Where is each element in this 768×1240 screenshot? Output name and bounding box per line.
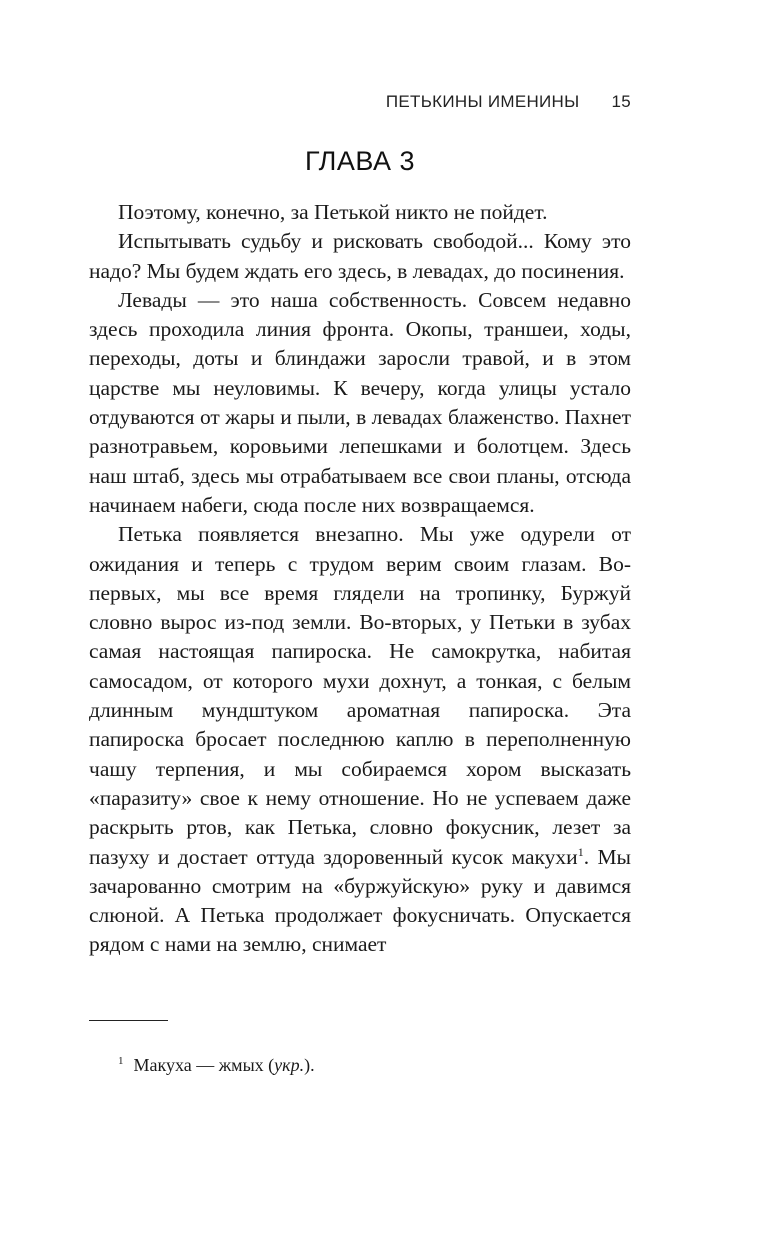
footnote-mark: 1: [118, 1055, 124, 1067]
paragraph-text: Петька появляется внезапно. Мы уже одурели от ожидания и теперь с трудом верим своим глазам. Во-первых, мы все время глядели на тропинку, Буржуй словно вырос из-под земли. Во-вторых, у Петьки в зубах самая настоящая папироска. Не самокрутка, набитая самосадом, от которого мухи дохнут, а тонкая, с белым длинным мундштуком ароматная папироска. Эта папироска бросает последнюю каплю в переполненную чашу терпения, и мы собираемся хором высказать «паразиту» свое к нему отношение. Но не успеваем даже раскрыть ртов, как Петька, словно фокусник, лезет за пазуху и достает оттуда здоровенный кусок макухи: [89, 522, 631, 869]
paragraph: Поэтому, конечно, за Петькой никто не пойдет.: [118, 200, 548, 224]
paragraph-text: . Мы зачарованно смотрим на «буржуйскую» руку и давимся слюной. А Петька продолжает фокусничать. Опускается рядом с нами на землю, снимает: [89, 844, 632, 957]
running-head: [89, 92, 631, 112]
paragraph: Левады — это наша собственность. Совсем недавно здесь проходила линия фронта. Окопы, траншеи, ходы, переходы, доты и блиндажи заросли травой, и в этом царстве мы неуловимы. К вечеру, когда улицы устало отдуваются от жары и пыли, в левадах блаженство. Пахнет разнотравьем, коровьими лепешками и болотцем. Здесь наш штаб, здесь мы отрабатываем все свои планы, отсюда начинаем набеги, сюда после них возвращаемся.: [89, 287, 631, 517]
paragraph: [89, 520, 631, 959]
footnote-end: ).: [304, 1055, 315, 1075]
footnote: [118, 1053, 315, 1077]
body-text: [89, 198, 631, 960]
chapter-title: ГЛАВА 3: [305, 146, 415, 176]
footnote-term: Макуха — жмых (: [133, 1055, 275, 1075]
footnote-divider: [89, 1020, 168, 1021]
page-number: 15: [611, 92, 631, 111]
paragraph: Испытывать судьбу и рисковать свободой... Кому это надо? Мы будем ждать его здесь, в левадах, до посинения.: [89, 229, 631, 283]
running-title: ПЕТЬКИНЫ ИМЕНИНЫ: [385, 92, 580, 111]
footnote-abbreviation: укр.: [274, 1055, 305, 1075]
footnote-reference[interactable]: 1: [577, 844, 584, 859]
